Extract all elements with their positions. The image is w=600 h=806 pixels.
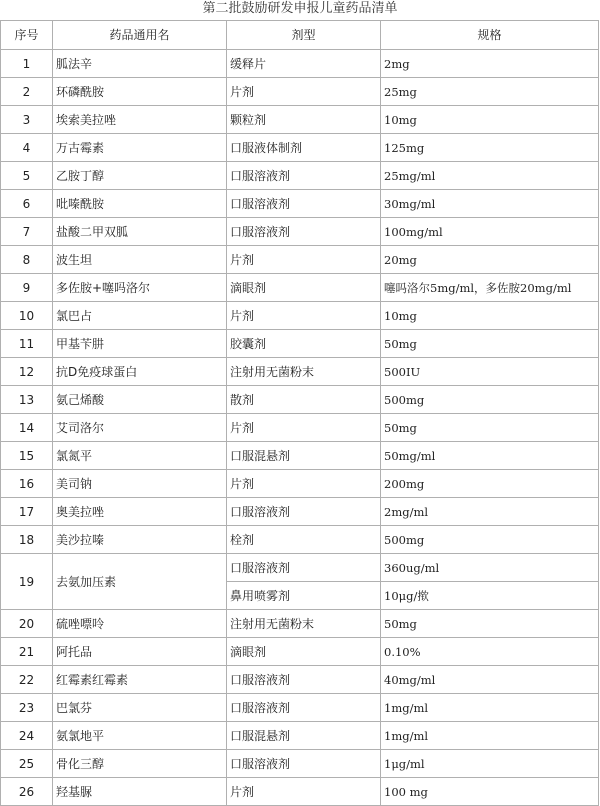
dosage-form: 口服溶液剂	[227, 666, 381, 694]
specification: 1mg/ml	[381, 722, 599, 750]
row-number: 2	[1, 78, 53, 106]
drug-name: 羟基脲	[53, 778, 227, 806]
table-body	[1, 50, 599, 806]
dosage-form: 片剂	[227, 302, 381, 330]
table-row	[1, 750, 599, 778]
specification: 50mg	[381, 330, 599, 358]
header-form: 剂型	[227, 21, 381, 50]
drug-list-table	[0, 20, 599, 806]
specification: 2mg	[381, 50, 599, 78]
drug-name: 美沙拉嗪	[53, 526, 227, 554]
table-row	[1, 162, 599, 190]
table-row	[1, 386, 599, 414]
drug-name: 美司钠	[53, 470, 227, 498]
row-number: 8	[1, 246, 53, 274]
specification: 100mg/ml	[381, 218, 599, 246]
row-number: 21	[1, 638, 53, 666]
row-number: 9	[1, 274, 53, 302]
row-number: 12	[1, 358, 53, 386]
row-number: 17	[1, 498, 53, 526]
drug-name: 盐酸二甲双胍	[53, 218, 227, 246]
dosage-form: 鼻用喷雾剂	[227, 582, 381, 610]
drug-name: 去氨加压素	[53, 554, 227, 610]
row-number: 3	[1, 106, 53, 134]
dosage-form: 口服溶液剂	[227, 750, 381, 778]
drug-name: 抗D免疫球蛋白	[53, 358, 227, 386]
specification: 噻吗洛尔5mg/ml，多佐胺20mg/ml	[381, 274, 599, 302]
drug-name: 氯巴占	[53, 302, 227, 330]
drug-name: 硫唑嘌呤	[53, 610, 227, 638]
dosage-form: 口服混悬剂	[227, 442, 381, 470]
drug-name: 埃索美拉唑	[53, 106, 227, 134]
table-row	[1, 666, 599, 694]
drug-name: 氨己烯酸	[53, 386, 227, 414]
page-title: 第二批鼓励研发申报儿童药品清单	[202, 1, 398, 16]
dosage-form: 注射用无菌粉末	[227, 610, 381, 638]
specification: 30mg/ml	[381, 190, 599, 218]
row-number: 16	[1, 470, 53, 498]
drug-name: 巴氯芬	[53, 694, 227, 722]
drug-name: 波生坦	[53, 246, 227, 274]
table-row	[1, 106, 599, 134]
specification: 10mg	[381, 302, 599, 330]
row-number: 10	[1, 302, 53, 330]
dosage-form: 注射用无菌粉末	[227, 358, 381, 386]
table-row	[1, 498, 599, 526]
dosage-form: 口服溶液剂	[227, 190, 381, 218]
drug-name: 万古霉素	[53, 134, 227, 162]
row-number: 13	[1, 386, 53, 414]
table-row	[1, 694, 599, 722]
table-row	[1, 330, 599, 358]
specification: 50mg/ml	[381, 442, 599, 470]
header-no: 序号	[1, 21, 53, 50]
dosage-form: 口服液体制剂	[227, 134, 381, 162]
specification: 50mg	[381, 414, 599, 442]
dosage-form: 片剂	[227, 246, 381, 274]
row-number: 14	[1, 414, 53, 442]
dosage-form: 滴眼剂	[227, 274, 381, 302]
drug-name: 阿托品	[53, 638, 227, 666]
drug-name: 吡嗪酰胺	[53, 190, 227, 218]
specification: 500mg	[381, 526, 599, 554]
header-name: 药品通用名	[53, 21, 227, 50]
drug-name: 环磷酰胺	[53, 78, 227, 106]
table-row	[1, 554, 599, 582]
table-row	[1, 442, 599, 470]
dosage-form: 口服混悬剂	[227, 722, 381, 750]
dosage-form: 口服溶液剂	[227, 162, 381, 190]
row-number: 15	[1, 442, 53, 470]
dosage-form: 片剂	[227, 78, 381, 106]
drug-name: 胍法辛	[53, 50, 227, 78]
drug-name: 乙胺丁醇	[53, 162, 227, 190]
row-number: 18	[1, 526, 53, 554]
dosage-form: 片剂	[227, 414, 381, 442]
row-number: 11	[1, 330, 53, 358]
dosage-form: 散剂	[227, 386, 381, 414]
drug-name: 氯氮平	[53, 442, 227, 470]
table-row	[1, 470, 599, 498]
table-row	[1, 50, 599, 78]
specification: 0.10%	[381, 638, 599, 666]
dosage-form: 片剂	[227, 470, 381, 498]
drug-name: 红霉素红霉素	[53, 666, 227, 694]
row-number: 25	[1, 750, 53, 778]
row-number: 5	[1, 162, 53, 190]
table-row	[1, 722, 599, 750]
row-number: 7	[1, 218, 53, 246]
specification: 500mg	[381, 386, 599, 414]
header-spec: 规格	[381, 21, 599, 50]
specification: 125mg	[381, 134, 599, 162]
table-row	[1, 190, 599, 218]
row-number: 22	[1, 666, 53, 694]
table-row	[1, 638, 599, 666]
dosage-form: 缓释片	[227, 50, 381, 78]
table-row	[1, 302, 599, 330]
specification: 1μg/ml	[381, 750, 599, 778]
drug-name: 艾司洛尔	[53, 414, 227, 442]
dosage-form: 口服溶液剂	[227, 554, 381, 582]
table-row	[1, 78, 599, 106]
row-number: 23	[1, 694, 53, 722]
dosage-form: 栓剂	[227, 526, 381, 554]
drug-name: 甲基苄肼	[53, 330, 227, 358]
specification: 100 mg	[381, 778, 599, 806]
specification: 50mg	[381, 610, 599, 638]
specification: 20mg	[381, 246, 599, 274]
dosage-form: 片剂	[227, 778, 381, 806]
row-number: 1	[1, 50, 53, 78]
drug-name: 多佐胺+噻吗洛尔	[53, 274, 227, 302]
row-number: 26	[1, 778, 53, 806]
specification: 10μg/揿	[381, 582, 599, 610]
table-row	[1, 134, 599, 162]
table-row	[1, 610, 599, 638]
specification: 25mg	[381, 78, 599, 106]
dosage-form: 颗粒剂	[227, 106, 381, 134]
dosage-form: 口服溶液剂	[227, 694, 381, 722]
specification: 25mg/ml	[381, 162, 599, 190]
specification: 40mg/ml	[381, 666, 599, 694]
table-row	[1, 414, 599, 442]
specification: 2mg/ml	[381, 498, 599, 526]
specification: 200mg	[381, 470, 599, 498]
table-row	[1, 246, 599, 274]
drug-name: 氨氯地平	[53, 722, 227, 750]
table-row	[1, 526, 599, 554]
specification: 10mg	[381, 106, 599, 134]
dosage-form: 口服溶液剂	[227, 218, 381, 246]
row-number: 4	[1, 134, 53, 162]
row-number: 6	[1, 190, 53, 218]
drug-name: 奥美拉唑	[53, 498, 227, 526]
row-number: 19	[1, 554, 53, 610]
header-row	[1, 21, 599, 50]
table-row	[1, 358, 599, 386]
specification: 360ug/ml	[381, 554, 599, 582]
dosage-form: 胶囊剂	[227, 330, 381, 358]
row-number: 24	[1, 722, 53, 750]
dosage-form: 口服溶液剂	[227, 498, 381, 526]
specification: 1mg/ml	[381, 694, 599, 722]
specification: 500IU	[381, 358, 599, 386]
row-number: 20	[1, 610, 53, 638]
drug-name: 骨化三醇	[53, 750, 227, 778]
table-row	[1, 218, 599, 246]
dosage-form: 滴眼剂	[227, 638, 381, 666]
table-row	[1, 274, 599, 302]
table-row	[1, 778, 599, 806]
